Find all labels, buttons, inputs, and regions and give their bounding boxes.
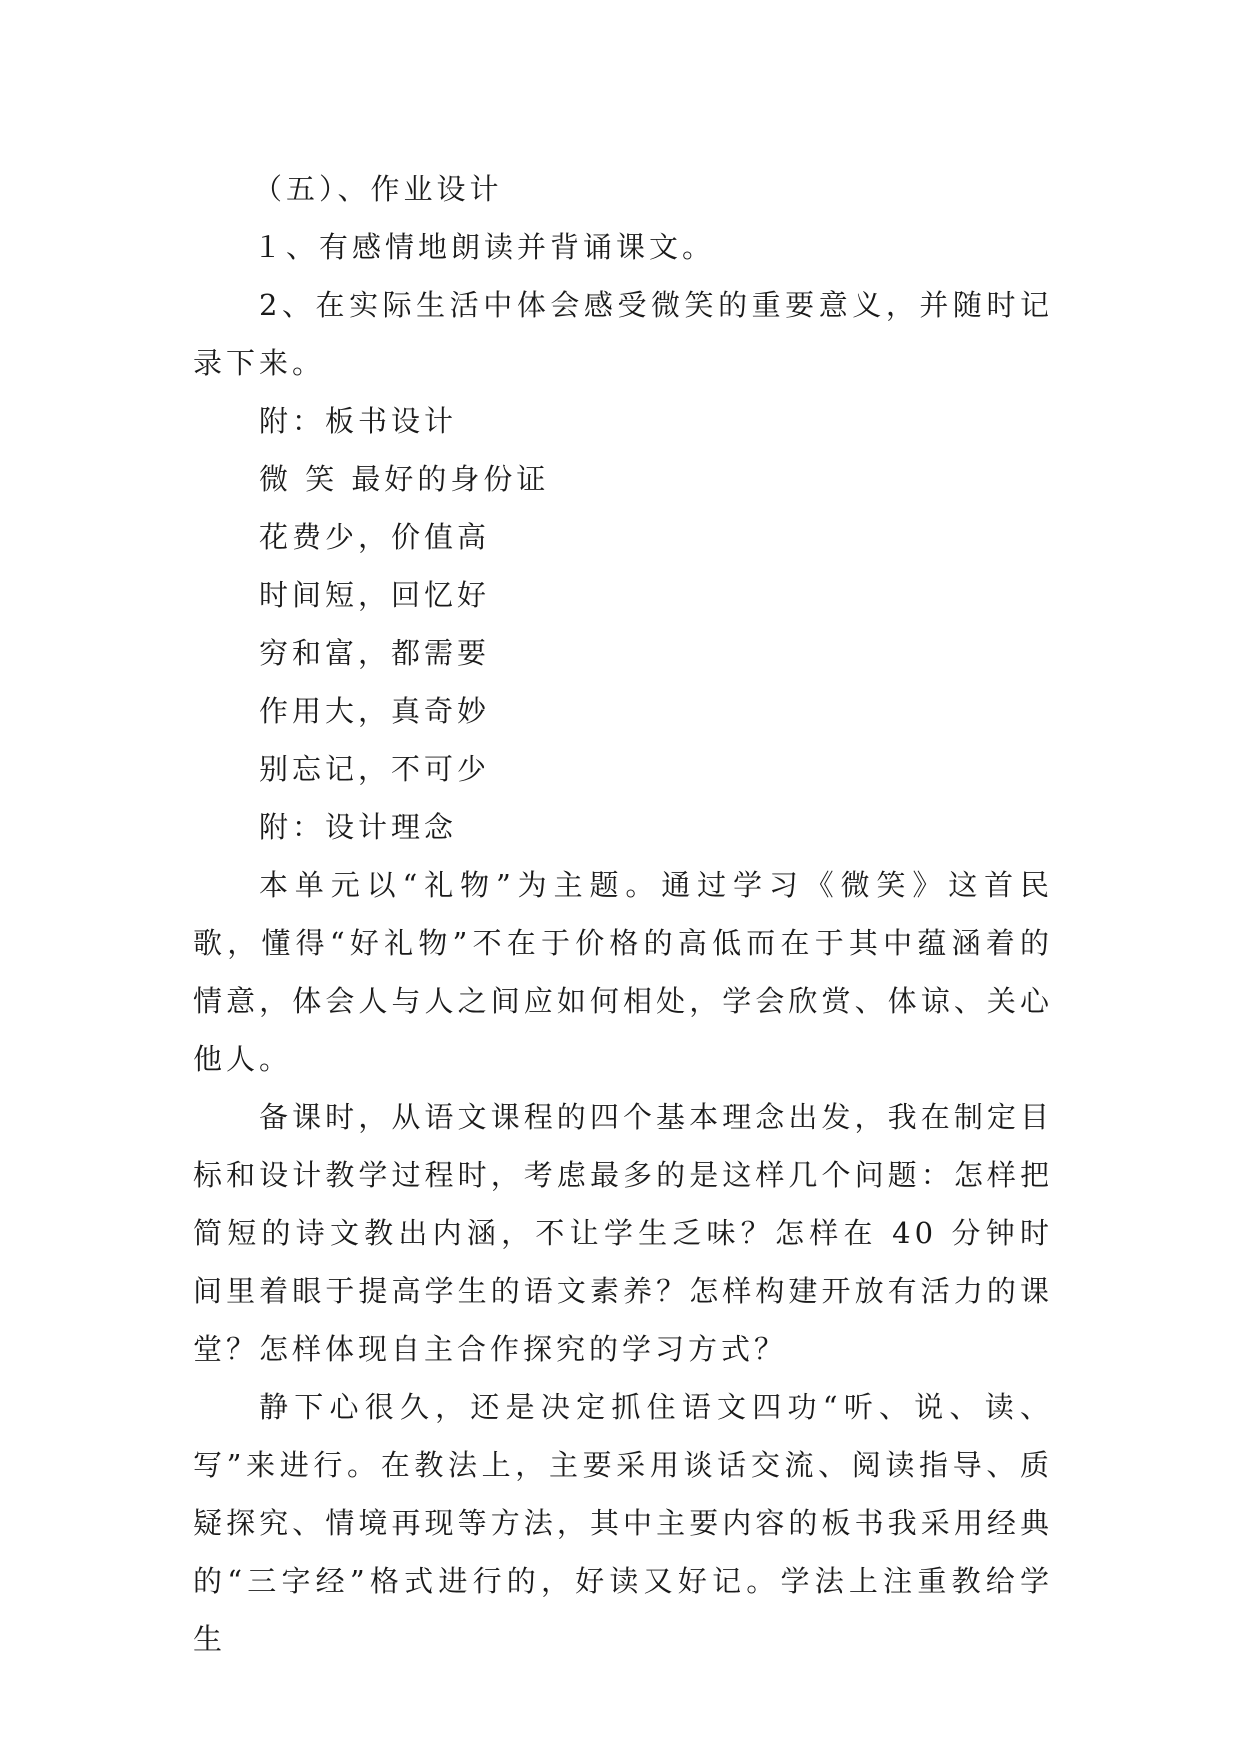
concept-paragraph: 备课时，从语文课程的四个基本理念出发，我在制定目标和设计教学过程时，考虑最多的是这样几个问题：怎样把简短的诗文教出内涵，不让学生乏味？怎样在 40 分钟时间里着眼于提高学生的语文素养？怎样构建开放有活力的课堂？怎样体现自主合作探究的学习方式？ [193, 1100, 1053, 1366]
homework-item-1: １、有感情地朗读并背诵课文。 [253, 230, 716, 264]
document-body [193, 160, 1053, 1668]
board-design-heading: 附：板书设计 [259, 404, 458, 438]
board-design-title: 微 笑 最好的身份证 [259, 462, 550, 496]
board-design-line: 别忘记，不可少 [259, 752, 491, 786]
section-heading: （五）、作业设计 [253, 172, 503, 206]
homework-item-2: 2、在实际生活中体会感受微笑的重要意义，并随时记录下来。 [193, 288, 1053, 380]
board-design-line: 时间短，回忆好 [259, 578, 491, 612]
concept-paragraph: 本单元以“礼物”为主题。通过学习《微笑》这首民歌，懂得“好礼物”不在于价格的高低而在于其中蕴涵着的情意，体会人与人之间应如何相处，学会欣赏、体谅、关心他人。 [193, 868, 1053, 1076]
concept-paragraph: 静下心很久，还是决定抓住语文四功“听、说、读、写”来进行。在教法上，主要采用谈话交流、阅读指导、质疑探究、情境再现等方法，其中主要内容的板书我采用经典的“三字经”格式进行的，好读又好记。学法上注重教给学生 [193, 1390, 1053, 1656]
board-design-line: 花费少，价值高 [259, 520, 491, 554]
board-design-line: 穷和富，都需要 [259, 636, 491, 670]
design-concept-heading: 附：设计理念 [259, 810, 458, 844]
board-design-line: 作用大，真奇妙 [259, 694, 491, 728]
